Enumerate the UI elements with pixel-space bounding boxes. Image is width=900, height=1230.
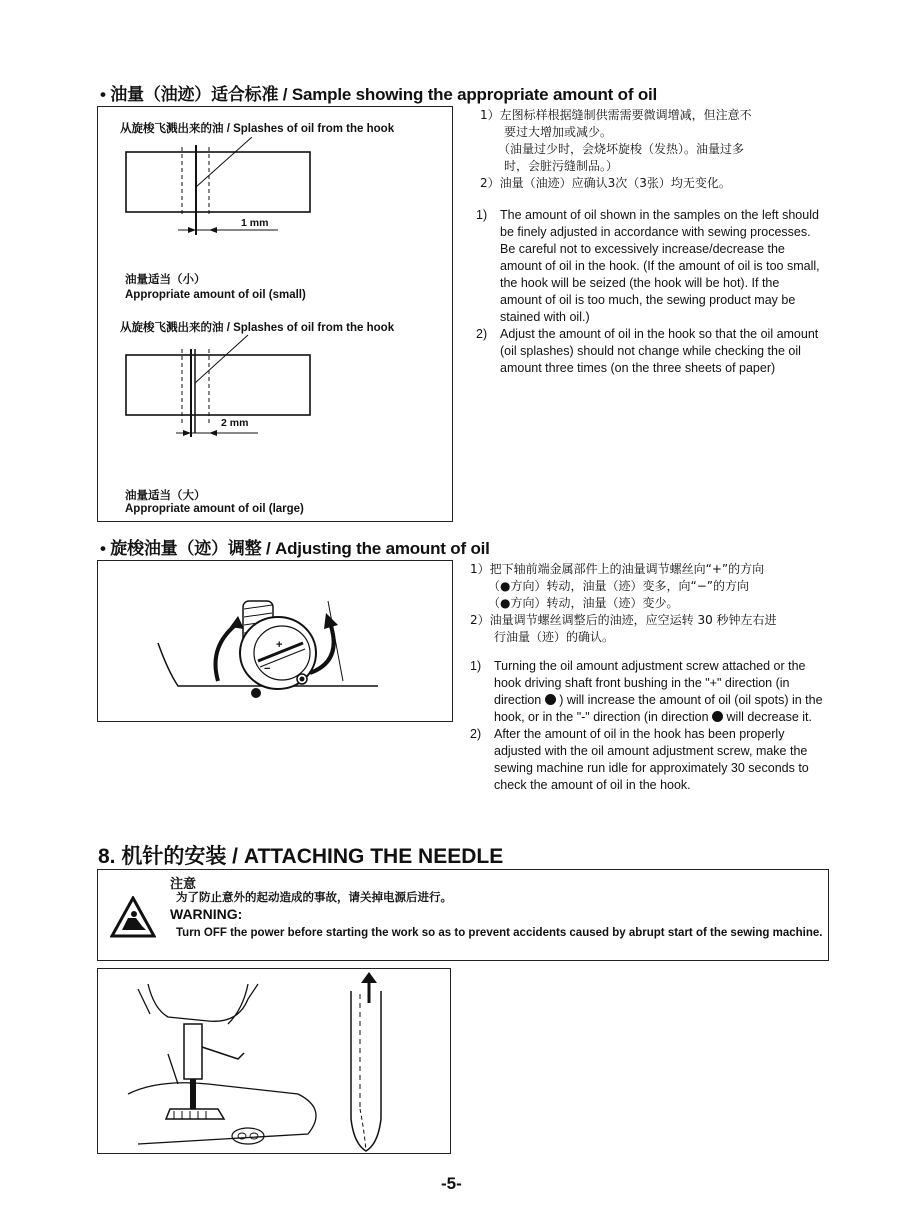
section-title-adjust-oil: • 旋梭油量（迹）调整 / Adjusting the amount of oil [100,539,490,558]
direction-b-icon [712,711,723,722]
zh-line: 要过大增加或减少。 [480,125,613,139]
adjust-oil-figure-box [97,560,453,722]
list-item: 1) Turning the oil amount adjustment screw attached or the hook driving shaft front bushing in the "+" direction (in direction ) will increase the amount of oil (oil spots) in the hook, or in the "-" direction (in direction will decrease it. [470,659,823,724]
large-amount-label-en: Appropriate amount of oil (large) [125,503,304,515]
caution-body-zh: 为了防止意外的起动造成的事故，请关掉电源后进行。 [176,892,452,904]
dimension-2mm: 2 mm [221,417,249,429]
zh-line: 1）把下轴前端金属部件上的油量调节螺丝向“+”的方向 [470,562,765,576]
zh-line: （●方向）转动，油量（迹）变少。 [470,596,679,610]
oil-sample-small-diagram [98,137,454,237]
page-number: -5- [441,1174,462,1193]
zh-line: （油量过少时，会烧坏旋梭（发热）。油量过多 [480,142,745,156]
adjust-oil-notes-zh [470,561,777,646]
dimension-1mm: 1 mm [241,217,269,229]
direction-a-icon [545,694,556,705]
large-amount-label-zh: 油量适当（大） [125,490,206,502]
needle-figure-box [97,968,451,1154]
oil-sample-notes-en [476,207,822,377]
zh-line: （●方向）转动，油量（迹）变多，向“−”的方向 [470,579,749,593]
section-title-oil-sample: • 油量（油迹）适合标准 / Sample showing the appropriate amount of oil [100,85,658,104]
splash-label-1: 从旋梭飞溅出来的油 / Splashes of oil from the hook [120,123,395,135]
oil-sample-large-diagram [98,333,454,437]
section-title-attaching-needle: 8. 机针的安装 / ATTACHING THE NEEDLE [98,845,504,868]
splash-label-2: 从旋梭飞溅出来的油 / Splashes of oil from the hook [120,322,395,334]
small-amount-label-zh: 油量适当（小） [125,274,206,286]
zh-line: 2）油量调节螺丝调整后的油迹，应空运转 30 秒钟左右进 [470,613,777,627]
caution-title-zh: 注意 [170,876,197,891]
list-item: 2) After the amount of oil in the hook has been properly adjusted with the oil amount adjustment screw, make the sewing machine run idle for approximately 30 seconds to check the amount of oil in the hook. [470,727,809,792]
warning-body: Turn OFF the power before starting the work so as to prevent accidents caused by abrupt start of the sewing machine. [176,927,823,939]
warning-triangle-icon [110,896,156,938]
plus-mark: + [276,639,283,651]
minus-mark: − [264,663,271,675]
list-item: 2) Adjust the amount of oil in the hook so that the oil amount (oil splashes) should not change while checking the oil amount three times (on the three sheets of paper) [476,327,819,375]
small-amount-label-en: Appropriate amount of oil (small) [125,289,306,301]
needle-attachment-diagram [98,969,452,1155]
zh-line: 2）油量（油迹）应确认3次（3张）均无变化。 [480,176,731,190]
zh-line: 行油量（迹）的确认。 [470,630,615,644]
oil-sample-figure-box [97,106,453,522]
zh-line: 时，会脏污缝制品。） [480,159,619,173]
adjust-oil-notes-en [470,658,834,794]
warning-box [97,869,829,961]
zh-line: 1）左图标样根据缝制供需需要微调增减，但注意不 [480,108,752,122]
list-item: 1) The amount of oil shown in the samples on the left should be finely adjusted in accordance with sewing processes. Be careful not to excessively increase/decrease the amount of oil in the hook. (If the amount of oil is too small, the hook will be seized (the hook will be hot). If the amount of oil is too much, the sewing product may be stained with oil.) [476,208,820,324]
warning-title: WARNING: [170,906,243,922]
oil-sample-notes-zh [480,107,752,192]
